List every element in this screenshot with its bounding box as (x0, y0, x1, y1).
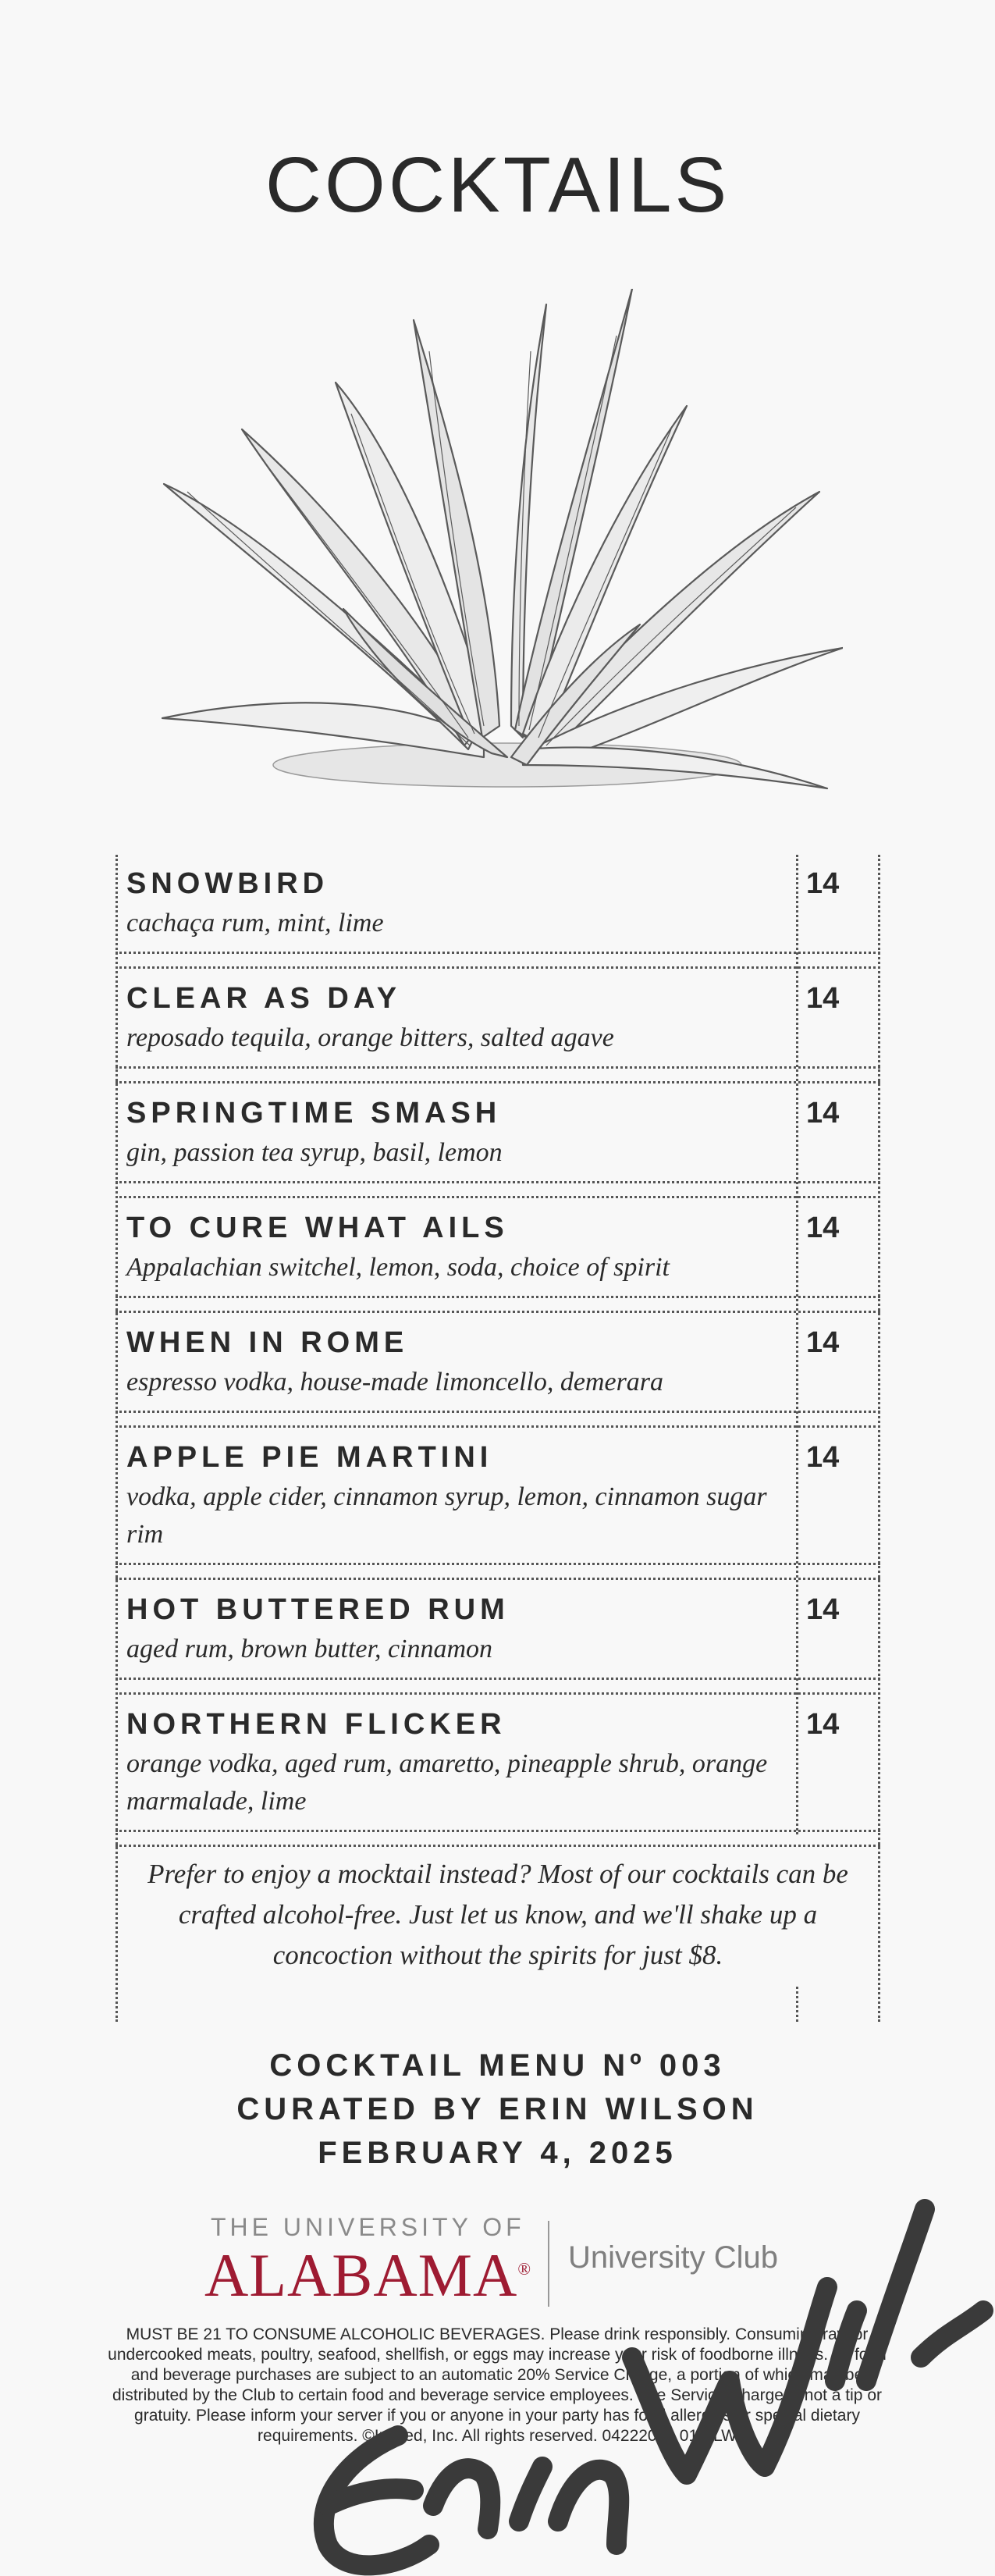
item-price: 14 (806, 1212, 840, 1244)
row-divider (115, 1296, 880, 1298)
item-name: NORTHERN FLICKER (126, 1708, 506, 1741)
item-description: Appalachian switchel, lemon, soda, choice of spirit (126, 1253, 670, 1282)
menu-number: COCKTAIL MENU Nº 003 (269, 2048, 726, 2083)
item-description: vodka, apple cider, cinnamon syrup, lemon, cinnamon sugar rim (126, 1482, 767, 1549)
menu-item (115, 855, 880, 954)
logo-university-of: THE UNIVERSITY OF (211, 2213, 525, 2241)
row-divider (115, 952, 880, 954)
agave-illustration (156, 289, 843, 804)
item-description: reposado tequila, orange bitters, salted agave (126, 1023, 614, 1052)
price-column-divider-lower (796, 1987, 798, 2022)
row-divider (115, 1181, 880, 1183)
item-description: espresso vodka, house-made limoncello, demerara (126, 1368, 664, 1397)
item-name: SPRINGTIME SMASH (126, 1097, 502, 1130)
row-divider (115, 1692, 880, 1695)
item-price: 14 (806, 1593, 840, 1626)
registered-mark: ® (517, 2259, 532, 2279)
item-name: SNOWBIRD (126, 867, 329, 900)
item-name: HOT BUTTERED RUM (126, 1593, 510, 1626)
row-divider (115, 1311, 880, 1313)
menu-item (115, 1084, 880, 1183)
item-name: CLEAR AS DAY (126, 982, 402, 1015)
menu-date: FEBRUARY 4, 2025 (318, 2136, 677, 2170)
item-price: 14 (806, 982, 840, 1015)
row-divider (115, 1066, 880, 1069)
item-price: 14 (806, 1326, 840, 1359)
row-divider (115, 1411, 880, 1413)
logo-alabama: ALABAMA® (204, 2241, 532, 2309)
item-price: 14 (806, 1441, 840, 1474)
page-title: COCKTAILS (265, 141, 730, 229)
item-price: 14 (806, 1708, 840, 1741)
item-price: 14 (806, 1097, 840, 1130)
row-divider (115, 1081, 880, 1083)
item-name: TO CURE WHAT AILS (126, 1212, 509, 1244)
row-divider (115, 1425, 880, 1428)
row-divider (115, 966, 880, 969)
menu-item (115, 1199, 880, 1298)
item-name: APPLE PIE MARTINI (126, 1441, 493, 1474)
row-divider (115, 1563, 880, 1565)
row-divider (115, 1845, 880, 1847)
row-divider (115, 1196, 880, 1198)
item-price: 14 (806, 867, 840, 900)
item-description: orange vodka, aged rum, amaretto, pineapple shrub, orange marmalade, lime (126, 1749, 768, 1816)
logo-university-club: University Club (568, 2240, 778, 2275)
row-divider (115, 1678, 880, 1680)
curator-line: CURATED BY ERIN WILSON (236, 2092, 759, 2126)
menu-item (115, 1581, 880, 1680)
menu-item (115, 1314, 880, 1413)
item-description: aged rum, brown butter, cinnamon (126, 1635, 493, 1663)
fine-print: MUST BE 21 TO CONSUME ALCOHOLIC BEVERAGES. Please drink responsibly. Consuming raw or undercooked meats, poultry, seafood, shellfish, or eggs may increase your risk of foodborne illness. All food and beverage purchases are subject to an automatic 20% Service Charge, a portion of which may be distributed by the Club to certain food and beverage service employees. The Service Charge is not a tip or gratuity. Please inform your server if you or anyone in your party has food allergies or special dietary requirements. ©Invited, Inc. All rights reserved. 04222024 01 SLW (108, 2325, 887, 2445)
item-description: gin, passion tea syrup, basil, lemon (126, 1138, 503, 1167)
menu-item (115, 1695, 880, 1832)
row-divider (115, 1830, 880, 1832)
menu-item (115, 970, 880, 1069)
item-name: WHEN IN ROME (126, 1326, 409, 1359)
erin-wilson-signature (297, 2178, 995, 2576)
mocktail-note: Prefer to enjoy a mocktail instead? Most of our cocktails can be crafted alcohol-free. Just let us know, and we'll shake up a concoction without the spirits for just $8. (147, 1859, 848, 1970)
menu-item (115, 1429, 880, 1565)
row-divider (115, 1578, 880, 1580)
item-description: cachaça rum, mint, lime (126, 909, 384, 938)
